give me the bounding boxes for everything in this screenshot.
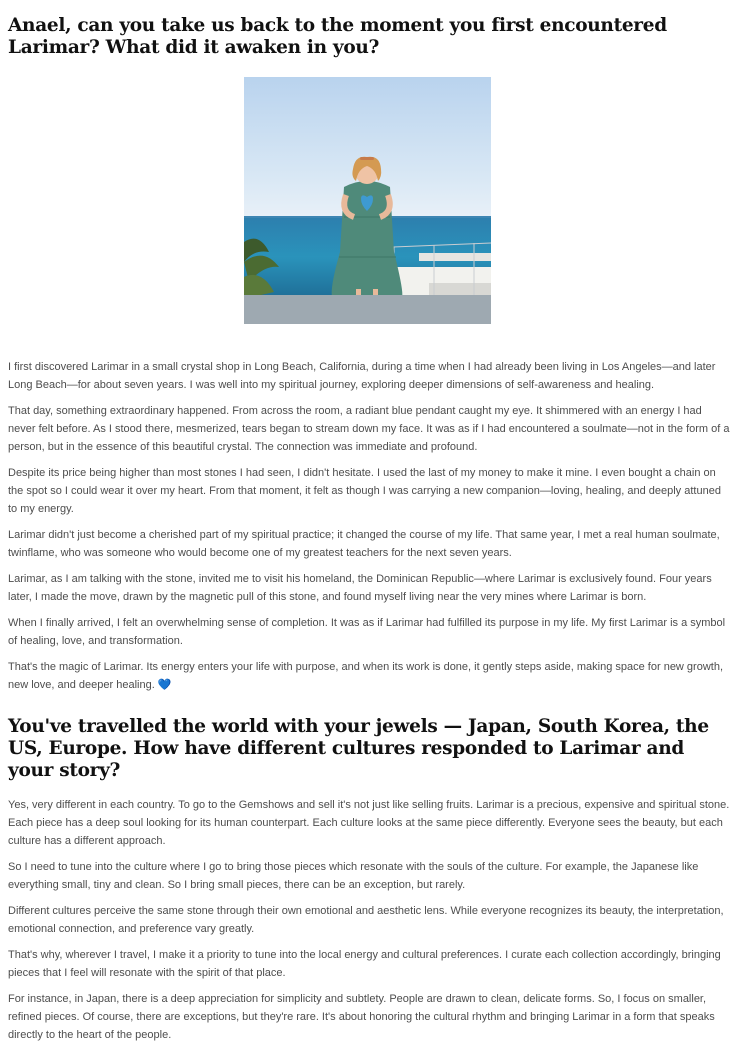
answer-paragraph-2-5: For instance, in Japan, there is a deep appreciation for simplicity and subtlety. People are drawn to clean, delicate forms. So, I focus on smaller, refined pieces. Of course, there are exceptions, but they're rare. It's about honoring the cultural rhythm and bringing Larimar in a form that speaks directly to the heart of the people. bbox=[8, 993, 715, 1041]
answer-paragraph-1-2: That day, something extraordinary happened. From across the room, a radiant blue pendant caught my eye. It shimmered with an energy I had never felt before. As I stood there, mesmerized, tears began to stream down my face. It was as if I had encountered a soulmate—not in the form of a person, but in the essence of this beautiful crystal. The connection was immediate and profound. bbox=[8, 405, 730, 453]
article-photo bbox=[244, 77, 491, 324]
answer-section-1 bbox=[8, 358, 732, 694]
blue-heart-icon: 💙 bbox=[157, 679, 172, 691]
answer-paragraph-1-3: Despite its price being higher than most stones I had seen, I didn't hesitate. I used the last of my money to make it mine. I even bought a chain on the spot so I could wear it over my heart. From that moment, it felt as though I was carrying a new companion—loving, healing, and deeply attuned to my energy. bbox=[8, 467, 721, 515]
question-heading-1: Anael, can you take us back to the moment you first encountered Larimar? What did it awaken in you? bbox=[8, 15, 667, 58]
answer-paragraph-2-2: So I need to tune into the culture where I go to bring those pieces which resonate with the souls of the culture. For example, the Japanese like everything small, tiny and clean. So I bring small pieces, there can be an exception, but rarely. bbox=[8, 861, 699, 891]
answer-paragraph-1-7 bbox=[8, 658, 732, 694]
answer-paragraph-1-4: Larimar didn't just become a cherished part of my spiritual practice; it changed the course of my life. That same year, I met a real human soulmate, twinflame, who was someone who would become one of my greatest teachers for the next seven years. bbox=[8, 529, 720, 559]
answer-paragraph-1-5: Larimar, as I am talking with the stone, invited me to visit his homeland, the Dominican Republic—where Larimar is exclusively found. Four years later, I made the move, drawn by the magnetic pull of this stone, and found myself living near the very mines where Larimar is born. bbox=[8, 573, 712, 603]
photo-woman-holding-larimar-by-sea bbox=[244, 77, 491, 324]
answer-section-2 bbox=[8, 796, 732, 1044]
answer-paragraph-2-3: Different cultures perceive the same stone through their own emotional and aesthetic lens. While everyone recognizes its beauty, the interpretation, emotional connection, and preference vary greatly. bbox=[8, 905, 724, 935]
answer-paragraph-1-1: I first discovered Larimar in a small crystal shop in Long Beach, California, during a time when I had already been living in Los Angeles—and later Long Beach—for about seven years. I was well into my spiritual journey, exploring deeper dimensions of self-awareness and healing. bbox=[8, 361, 716, 391]
last-paragraph-text: That's the magic of Larimar. Its energy enters your life with purpose, and when its work is done, it gently steps aside, making space for new growth, new love, and deeper healing. bbox=[8, 661, 724, 691]
answer-paragraph-1-6: When I finally arrived, I felt an overwhelming sense of completion. It was as if Larimar had fulfilled its purpose in my life. My first Larimar is a symbol of healing, love, and transformation. bbox=[8, 617, 726, 647]
answer-paragraph-2-1: Yes, very different in each country. To go to the Gemshows and sell it's not just like selling fruits. Larimar is a precious, expensive and spiritual stone. Each piece has a deep soul looking for its human counterpart. Each culture looks at the same piece differently. Everyone sees the beauty, but each culture has a different approach. bbox=[8, 799, 730, 847]
answer-paragraph-2-4: That's why, wherever I travel, I make it a priority to tune into the local energy and cultural preferences. I curate each collection accordingly, bringing pieces that I feel will resonate with the spirit of that place. bbox=[8, 949, 721, 979]
question-heading-2: You've travelled the world with your jewels — Japan, South Korea, the US, Europe. How have different cultures responded to Larimar and your story? bbox=[8, 716, 709, 781]
